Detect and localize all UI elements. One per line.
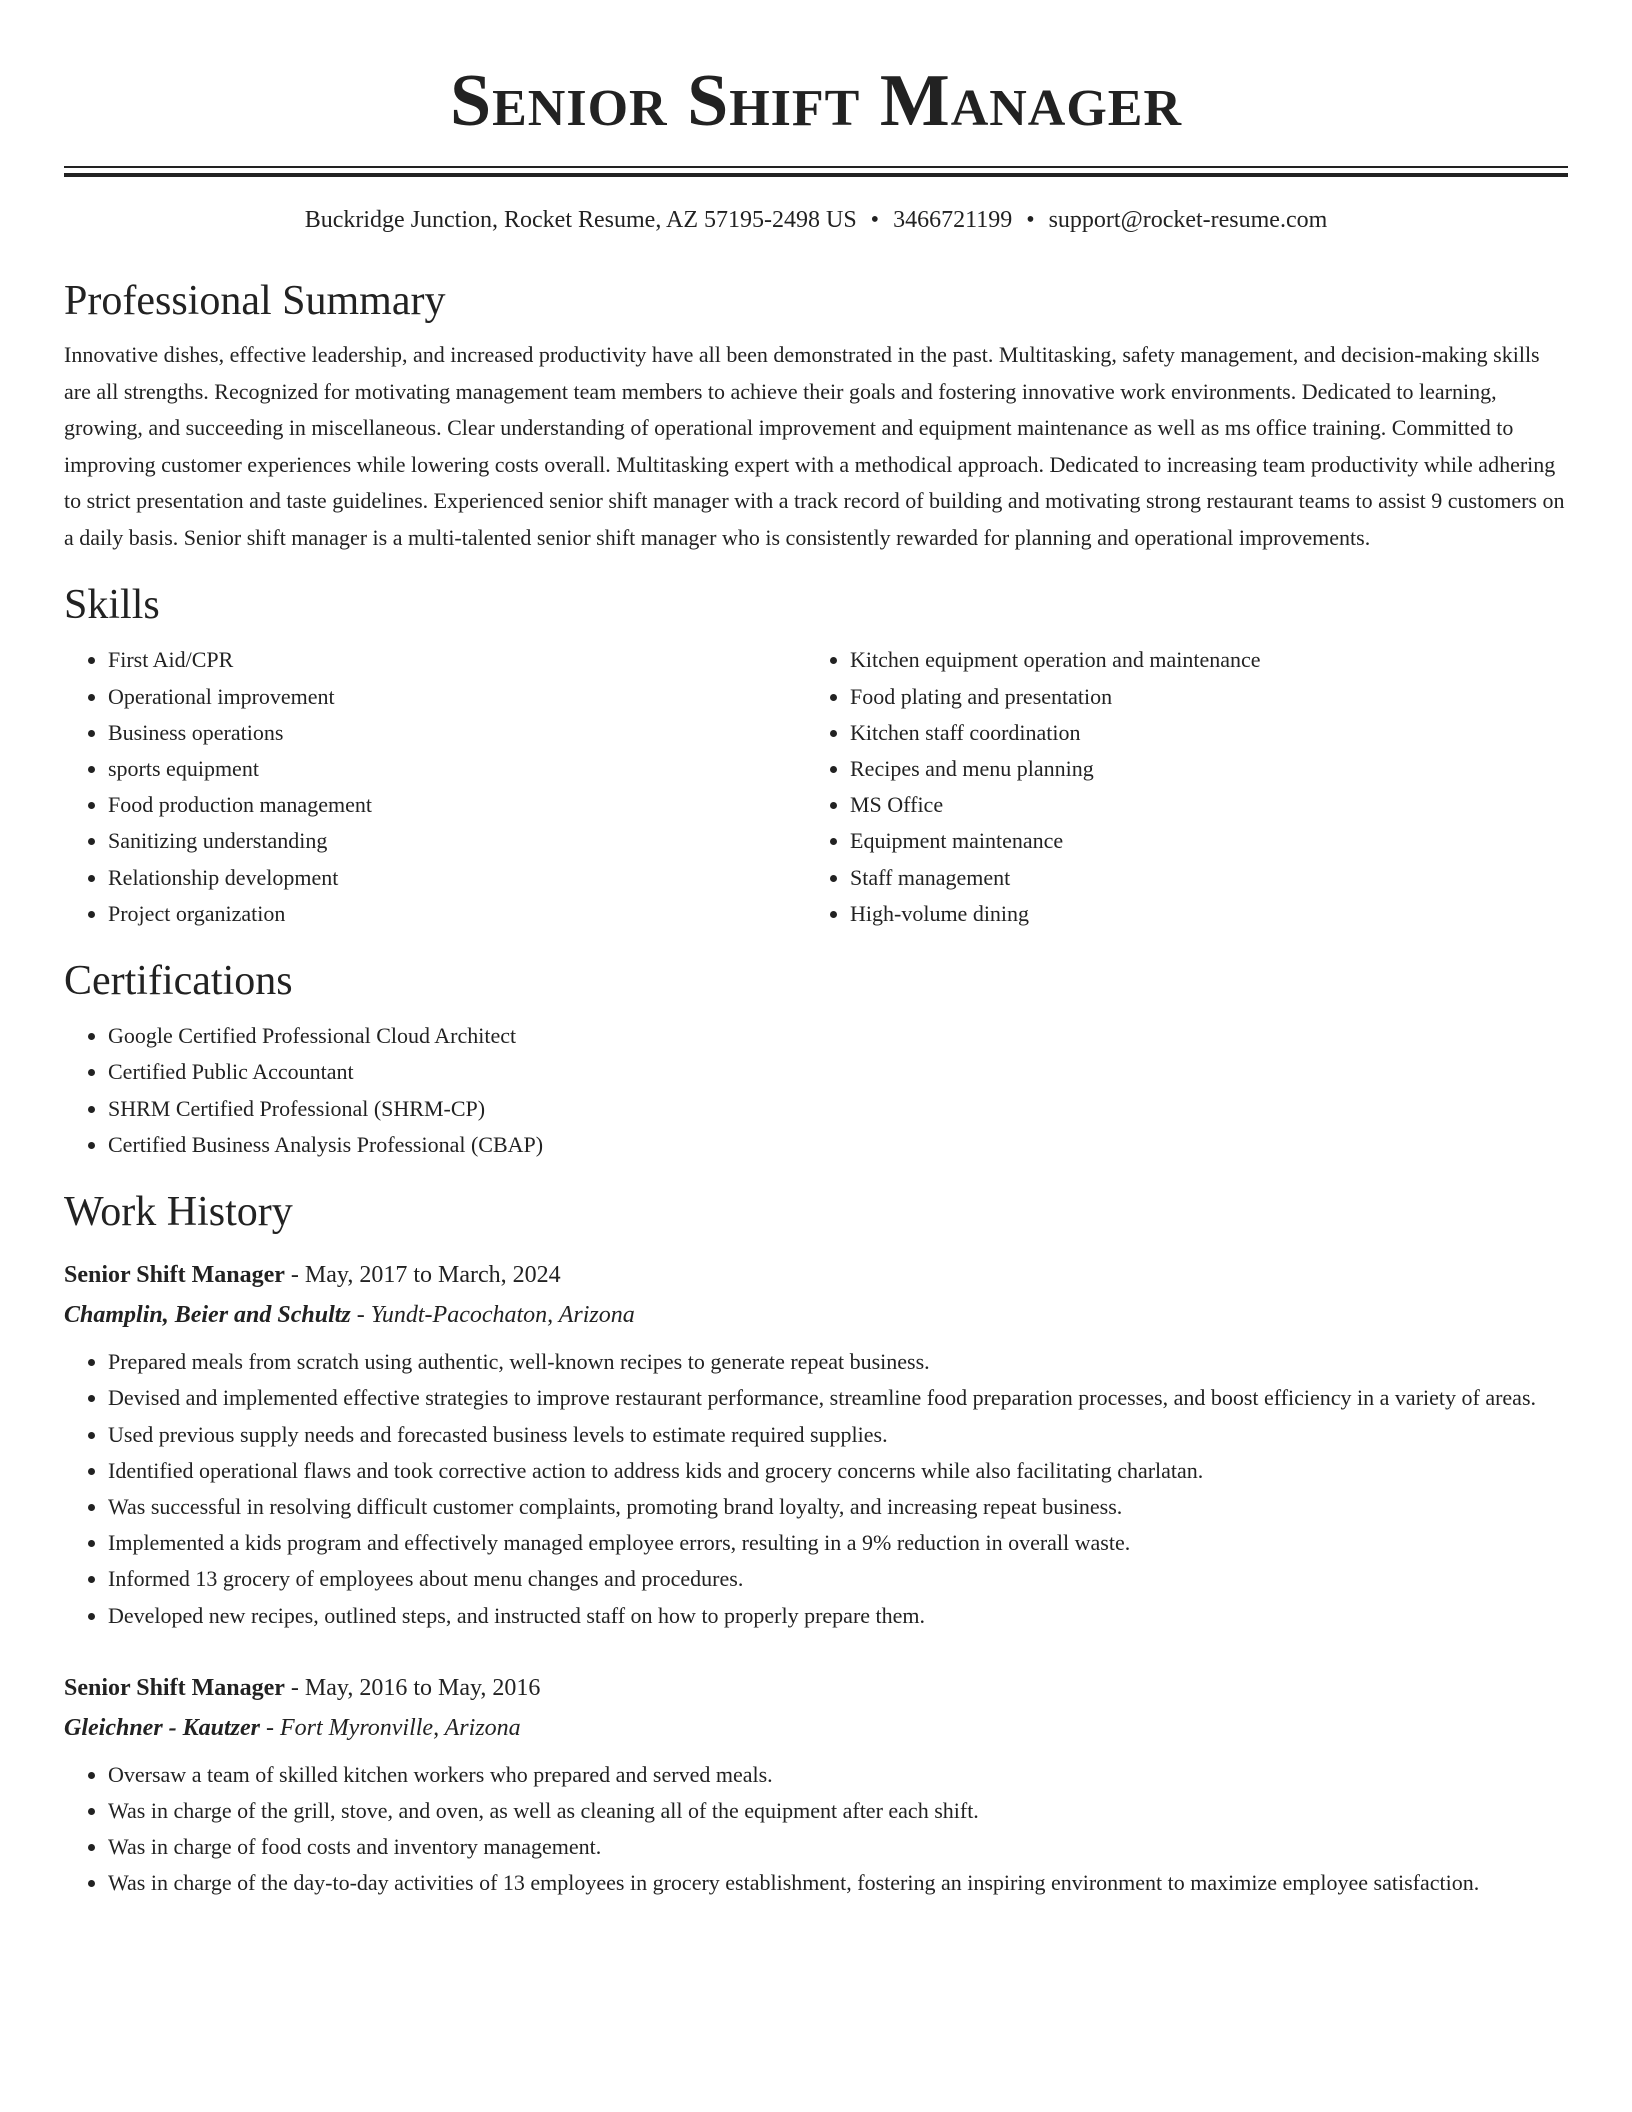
skill-item: • Business operations — [108, 715, 806, 751]
job-duties-list — [64, 1757, 1568, 1902]
title-divider — [64, 166, 1568, 177]
skill-item: • Staff management — [850, 860, 1568, 896]
job-duty-item: • Identified operational flaws and took corrective action to address kids and grocery concerns while also facilitating charlatan. — [108, 1453, 1568, 1489]
job-duty-item: • Prepared meals from scratch using authentic, well-known recipes to generate repeat business. — [108, 1344, 1568, 1380]
skill-item: • Equipment maintenance — [850, 823, 1568, 859]
job-duties-list — [64, 1344, 1568, 1634]
job-role: Senior Shift Manager — [64, 1262, 285, 1289]
skill-item: • Relationship development — [108, 860, 806, 896]
skill-item: • Project organization — [108, 896, 806, 932]
certification-item: • Certified Business Analysis Professional (CBAP) — [108, 1127, 1568, 1163]
skill-item: • Sanitizing understanding — [108, 823, 806, 859]
skill-item: • Recipes and menu planning — [850, 751, 1568, 787]
resume-title: Senior Shift Manager — [449, 60, 1183, 142]
skill-item: • First Aid/CPR — [108, 642, 806, 678]
employer-name: Champlin, Beier and Schultz — [64, 1302, 351, 1329]
job-title-line — [64, 1255, 1568, 1295]
contact-separator: • — [870, 207, 880, 233]
skill-item: • sports equipment — [108, 751, 806, 787]
certifications-list — [64, 1018, 1568, 1163]
skill-item: • MS Office — [850, 787, 1568, 823]
skills-list-left — [64, 642, 806, 932]
job-duty-item: • Was in charge of the grill, stove, and oven, as well as cleaning all of the equipment after each shift. — [108, 1793, 1568, 1829]
skill-item: • Food production management — [108, 787, 806, 823]
job-duty-item: • Devised and implemented effective strategies to improve restaurant performance, streamline food preparation processes, and boost efficiency in a variety of areas. — [108, 1380, 1568, 1416]
certification-item: • Google Certified Professional Cloud Architect — [108, 1018, 1568, 1054]
job-duty-item: • Was successful in resolving difficult customer complaints, promoting brand loyalty, and increasing repeat business. — [108, 1489, 1568, 1525]
job-duty-item: • Oversaw a team of skilled kitchen workers who prepared and served meals. — [108, 1757, 1568, 1793]
contact-phone: 3466721199 — [893, 207, 1013, 233]
job-title-line — [64, 1668, 1568, 1708]
skills-right-column — [806, 642, 1568, 932]
job-entry — [64, 1255, 1568, 1634]
job-duty-item: • Was in charge of the day-to-day activities of 13 employees in grocery establishment, fostering an inspiring environment to maximize employee satisfaction. — [108, 1865, 1568, 1901]
employer-line — [64, 1295, 1568, 1335]
skills-heading: Skills — [64, 582, 160, 629]
skill-item: • Kitchen staff coordination — [850, 715, 1568, 751]
employer-location: - Fort Myronville, Arizona — [260, 1714, 521, 1741]
job-duty-item: • Developed new recipes, outlined steps, and instructed staff on how to properly prepare them. — [108, 1598, 1568, 1634]
work-history-heading: Work History — [64, 1189, 293, 1235]
contact-separator: • — [1026, 207, 1035, 233]
job-dates: - May, 2017 to March, 2024 — [284, 1262, 561, 1289]
summary-heading: Professional Summary — [64, 278, 446, 324]
skills-left-column — [64, 642, 806, 932]
skill-item: • Operational improvement — [108, 679, 806, 715]
job-duty-item: • Implemented a kids program and effectively managed employee errors, resulting in a 9% reduction in overall waste. — [108, 1525, 1568, 1561]
certification-item: • Certified Public Accountant — [108, 1054, 1568, 1090]
skill-item: • Kitchen equipment operation and maintenance — [850, 642, 1568, 678]
certification-item: • SHRM Certified Professional (SHRM-CP) — [108, 1091, 1568, 1127]
job-role: Senior Shift Manager — [64, 1674, 285, 1701]
contact-address: Buckridge Junction, Rocket Resume, AZ 57195-2498 US — [304, 207, 857, 233]
skills-list-right — [806, 642, 1568, 932]
skill-item: • High-volume dining — [850, 896, 1568, 932]
contact-email: support@rocket-resume.com — [1048, 207, 1328, 233]
certifications-heading: Certifications — [64, 958, 293, 1004]
job-duty-item: • Used previous supply needs and forecasted business levels to estimate required supplies. — [108, 1417, 1568, 1453]
job-dates: - May, 2016 to May, 2016 — [284, 1674, 541, 1701]
employer-name: Gleichner - Kautzer — [64, 1714, 261, 1741]
job-duty-item: • Was in charge of food costs and inventory management. — [108, 1829, 1568, 1865]
employer-line — [64, 1708, 1568, 1748]
job-duty-item: • Informed 13 grocery of employees about menu changes and procedures. — [108, 1561, 1568, 1597]
employer-location: - Yundt-Pacochaton, Arizona — [350, 1302, 635, 1329]
skills-columns — [64, 642, 1568, 932]
job-entry — [64, 1668, 1568, 1902]
contact-line — [64, 204, 1568, 236]
summary-text: Innovative dishes, effective leadership, and increased productivity have all been demonstrated in the past. Multitasking, safety management, and decision-making skills are all strengths. Recognized for motivating management team members to achieve their goals and fostering innovative work environments. Dedicated to learning, growing, and succeeding in miscellaneous. Clear understanding of operational improvement and equipment maintenance as well as ms office training. Committed to improving customer experiences while lowering costs overall. Multitasking expert with a methodical approach. Dedicated to increasing team productivity while adhering to strict presentation and taste guidelines. Experienced senior shift manager with a track record of building and motivating strong restaurant teams to assist 9 customers on a daily basis. Senior shift manager is a multi-talented senior shift manager who is consistently rewarded for planning and operational improvements. — [64, 342, 1565, 550]
skill-item: • Food plating and presentation — [850, 679, 1568, 715]
